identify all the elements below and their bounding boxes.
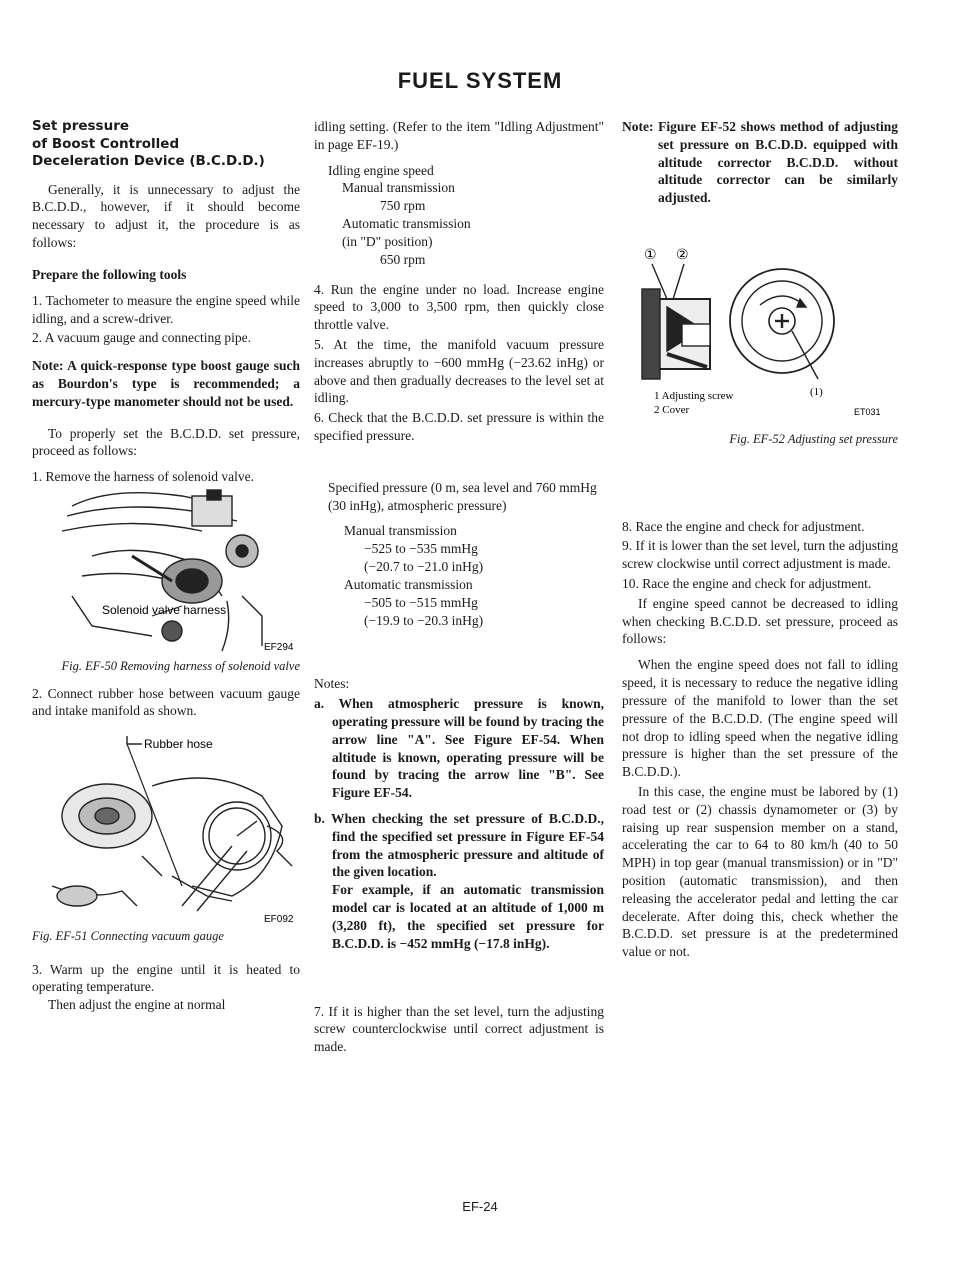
vacuum-gauge-illustration (32, 726, 300, 926)
tool-item-2: 2. A vacuum gauge and connecting pipe. (32, 330, 251, 346)
legend-callout: (1) (810, 386, 823, 399)
figure-caption-ef50: Fig. EF-50 Removing harness of solenoid valve (61, 659, 300, 674)
figure-code-ef092: EF092 (264, 914, 294, 926)
idling-speed-block: Idling engine speed Manual transmission 750 rpm Automatic transmission (in "D" position) 650 rpm (328, 162, 471, 267)
page-number: EF-24 (462, 1199, 498, 1214)
intro-paragraph: Generally, it is unnecessary to adjust the B.C.D.D., however, if it should become necessary to adjust it, the procedure is as follows: (32, 181, 300, 251)
callout-1: ① (644, 247, 657, 264)
figure-caption-ef51: Fig. EF-51 Connecting vacuum gauge (32, 929, 224, 944)
legend-adjusting-screw: 1 Adjusting screw (654, 390, 734, 403)
legend-cover: 2 Cover (654, 404, 690, 417)
paragraph-negative-pressure: When the engine speed does not fall to idling speed, it is necessary to reduce the negative idling pressure of the manifold to lower than the set pressure of the B.C.D.D. (The engine speed will not drop to idling speed when the negative idling pressure is higher than the set pressure of the B.C.D.D.). (622, 657, 898, 780)
adjusting-screw-illustration (622, 229, 898, 429)
note-b-example: For example, if an automatic transmission model car is located at an altitude of 1,000 m (3,280 ft), the specified set pressure for B.C.D.D. is −452 mmHg (−17.8 inHg). (332, 882, 604, 951)
tools-heading: Prepare the following tools (32, 266, 187, 282)
note-b: b. When checking the set pressure of B.C.D.D., find the specified set pressure in Figure EF-54 from the atmospheric pressure and altitude of the given location. (314, 811, 604, 880)
figure-code-ef294: EF294 (264, 642, 294, 654)
figure-label-solenoid: Solenoid valve harness (102, 603, 227, 618)
step-3: 3. Warm up the engine until it is heated to operating temperature. (32, 961, 300, 995)
step-6: 6. Check that the B.C.D.D. set pressure is within the specified pressure. (314, 410, 604, 443)
step-9: 9. If it is lower than the set level, turn the adjusting screw clockwise until correct adjustment is made. (622, 538, 898, 572)
proceed-paragraph: To properly set the B.C.D.D. set pressure, proceed as follows: (32, 425, 300, 459)
column-right (622, 118, 898, 969)
note-figure-ef52: Note: Figure EF-52 shows method of adjusting set pressure on B.C.D.D. equipped with altitude corrector B.C.D.D. without altitude corrector can be similarly adjusted. (622, 119, 898, 206)
idling-reference: idling setting. (Refer to the item "Idling Adjustment" in page EF-19.) (314, 119, 604, 152)
step-8: 8. Race the engine and check for adjustment. (622, 518, 865, 534)
figure-code-et031: ET031 (854, 407, 881, 418)
figure-ef52 (622, 229, 898, 448)
page-title: FUEL SYSTEM (0, 66, 960, 95)
step-5: 5. At the time, the manifold vacuum pressure increases abruptly to −600 mmHg (−23.62 inHg) or above and then gradually decreases to the level set at idling. (314, 336, 604, 406)
paragraph-labored-engine: In this case, the engine must be labored by (1) road test or (2) chassis dynamometer or (3) by raising up rear suspension member on a stand, accelerating the car to 64 to 80 km/h (40 to 50 MPH) in top gear (manual transmission) or in "D" position (automatic transmission), and then releasing the accelerator pedal and letting the car decelerate. After doing this, check whether the B.C.D.D. set pressure is at the predetermined value or not. (622, 783, 898, 960)
step-7: 7. If it is higher than the set level, turn the adjusting screw counterclockwise until correct adjustment is made. (314, 1003, 604, 1055)
note-a: a. When atmospheric pressure is known, operating pressure will be found by tracing the arrow line "A". See Figure EF-54. When altitude is known, operating pressure will be found by tracing the arrow line "B". See Figure EF-54. (314, 696, 604, 801)
step-2: 2. Connect rubber hose between vacuum gauge and intake manifold as shown. (32, 685, 300, 719)
figure-ef50 (32, 486, 300, 675)
step-3-continued: Then adjust the engine at normal (48, 997, 226, 1013)
notes-title: Notes: (314, 676, 350, 692)
step-1: 1. Remove the harness of solenoid valve. (32, 469, 254, 485)
specified-pressure-block: Specified pressure (0 m, sea level and 760 mmHg (30 inHg), atmospheric pressure) Manual transmission −525 to −535 mmHg (−20.7 to −21.0 inHg) Automatic transmission −505 to −515 mmHg (−19.9 to −20.3 inHg) (314, 479, 604, 630)
column-middle (314, 118, 604, 1064)
figure-ef51 (32, 726, 300, 945)
tool-item-1: 1. Tachometer to measure the engine speed while idling, and a screw-driver. (32, 292, 300, 326)
paragraph-cannot-decrease: If engine speed cannot be decreased to idling when checking B.C.D.D. set pressure, proceed as follows: (622, 595, 898, 647)
step-4: 4. Run the engine under no load. Increase engine speed to 3,000 to 3,500 rpm, then quickly close throttle valve. (314, 281, 604, 333)
figure-label-rubber-hose: Rubber hose (144, 737, 213, 752)
solenoid-valve-illustration (32, 486, 300, 656)
step-10: 10. Race the engine and check for adjustment. (622, 576, 872, 591)
callout-2: ② (676, 247, 689, 264)
column-left (32, 118, 300, 1022)
spec-title: Specified pressure (0 m, sea level and 760 mmHg (30 inHg), atmospheric pressure) (328, 479, 597, 513)
section-heading: Set pressure of Boost Controlled Deceleration Device (B.C.D.D.) (32, 118, 265, 170)
figure-caption-ef52: Fig. EF-52 Adjusting set pressure (729, 432, 898, 447)
note-gauge: Note: A quick-response type boost gauge such as Bourdon's type is recommended; a mercury-type manometer should not be used. (32, 358, 300, 409)
